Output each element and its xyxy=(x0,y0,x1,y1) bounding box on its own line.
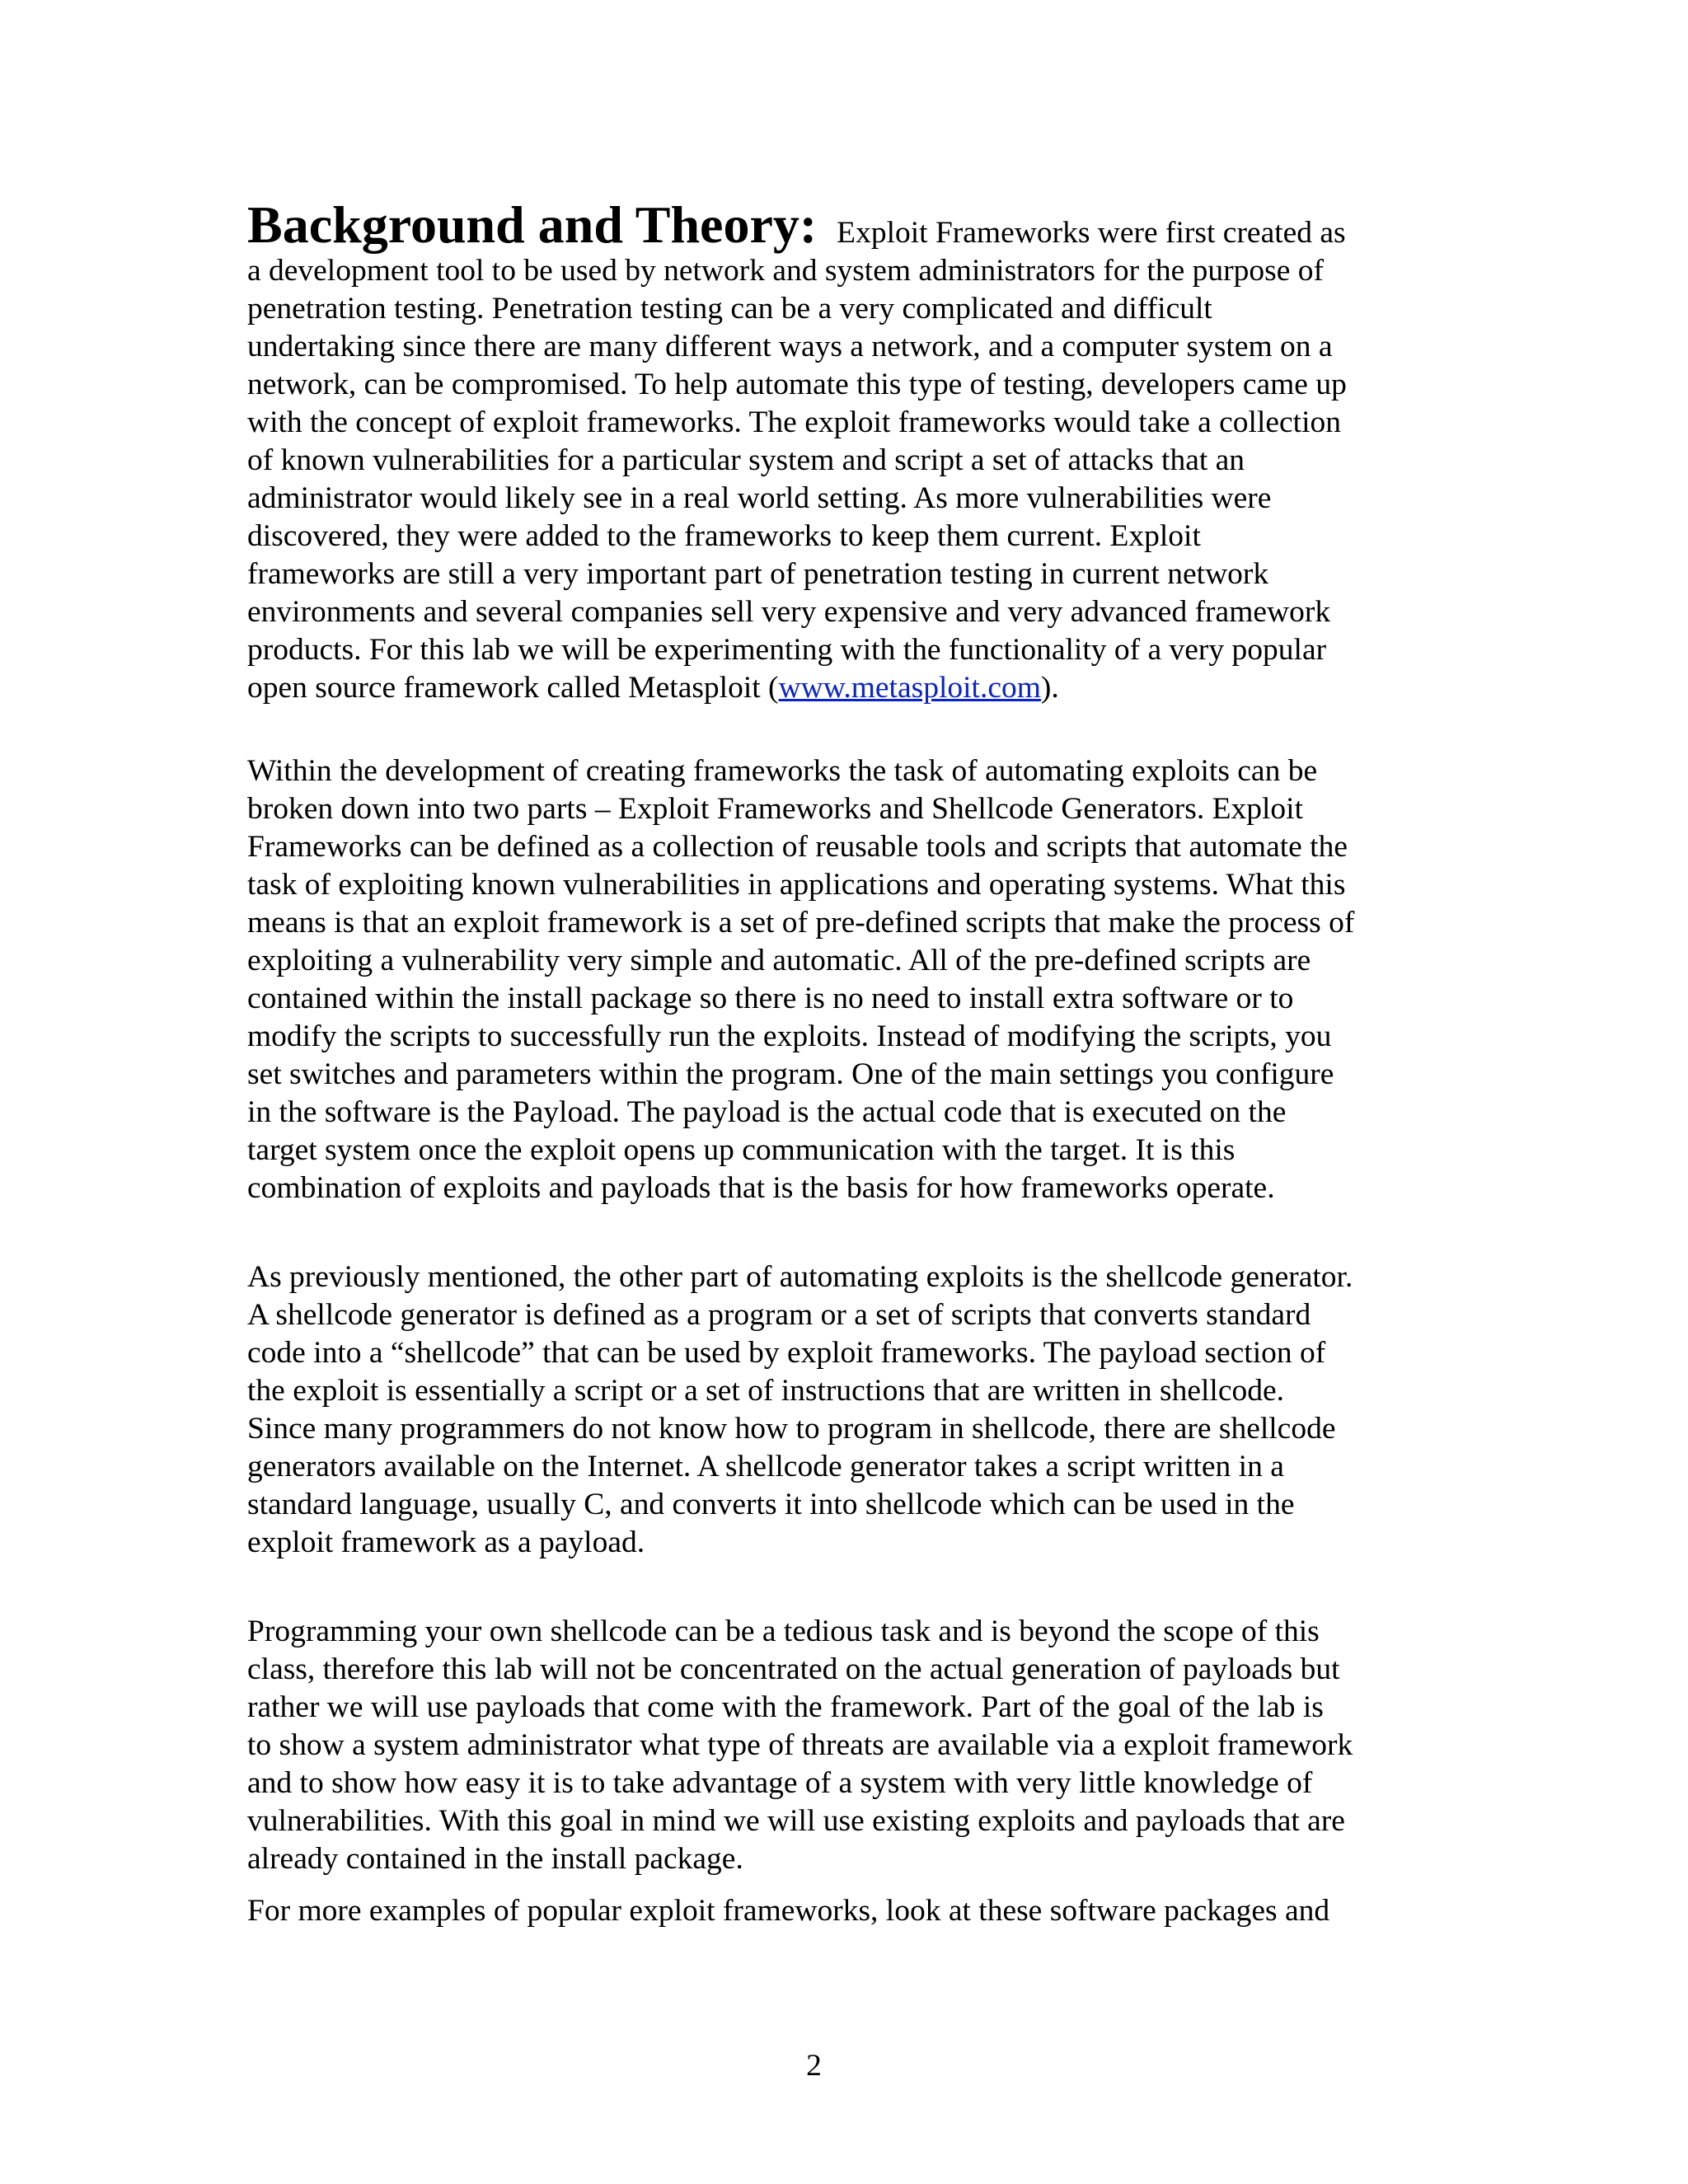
paragraph-programming-shellcode xyxy=(247,1613,1451,1878)
paragraph-line: generators available on the Internet. A shellcode generator takes a script written in a xyxy=(247,1450,1284,1483)
paragraph-line: of known vulnerabilities for a particular system and script a set of attacks that an xyxy=(247,443,1245,477)
paragraph-text: ). xyxy=(1040,671,1059,705)
paragraph-line: class, therefore this lab will not be concentrated on the actual generation of payloads but xyxy=(247,1652,1340,1686)
paragraph-line: penetration testing. Penetration testing can be a very complicated and difficult xyxy=(247,292,1212,326)
paragraph-line: with the concept of exploit frameworks. The exploit frameworks would take a collection xyxy=(247,405,1342,439)
paragraph-line: For more examples of popular exploit frameworks, look at these software packages and xyxy=(247,1894,1330,1928)
paragraph-line: Frameworks can be defined as a collection of reusable tools and scripts that automate the xyxy=(247,830,1348,864)
paragraph-line: Within the development of creating frameworks the task of automating exploits can be xyxy=(247,754,1318,788)
paragraph-line: and to show how easy it is to take advantage of a system with very little knowledge of xyxy=(247,1766,1313,1800)
paragraph-line: combination of exploits and payloads that is the basis for how frameworks operate. xyxy=(247,1171,1275,1205)
paragraph-more-examples xyxy=(247,1892,1451,1930)
paragraph-line: broken down into two parts – Exploit Frameworks and Shellcode Generators. Exploit xyxy=(247,792,1304,826)
paragraph-line: rather we will use payloads that come with the framework. Part of the goal of the lab is xyxy=(247,1690,1324,1724)
paragraph-line: task of exploiting known vulnerabilities in applications and operating systems. What this xyxy=(247,868,1346,902)
paragraph-line: to show a system administrator what type of threats are available via a exploit framework xyxy=(247,1728,1353,1762)
paragraph-frameworks xyxy=(247,752,1451,1207)
paragraph-line: administrator would likely see in a real world setting. As more vulnerabilities were xyxy=(247,481,1272,515)
paragraph-line: vulnerabilities. With this goal in mind we will use existing exploits and payloads that are xyxy=(247,1804,1345,1838)
paragraph-line: network, can be compromised. To help automate this type of testing, developers came up xyxy=(247,368,1347,401)
paragraph-line: in the software is the Payload. The payload is the actual code that is executed on the xyxy=(247,1095,1287,1129)
paragraph-line: a development tool to be used by network and system administrators for the purpose of xyxy=(247,254,1324,288)
paragraph-line: exploit framework as a payload. xyxy=(247,1526,645,1559)
paragraph-line: discovered, they were added to the frameworks to keep them current. Exploit xyxy=(247,519,1201,553)
paragraph-line: code into a “shellcode” that can be used by exploit frameworks. The payload section of xyxy=(247,1336,1326,1370)
paragraph-line: products. For this lab we will be experimenting with the functionality of a very popular xyxy=(247,633,1327,667)
paragraph-line: exploiting a vulnerability very simple and automatic. All of the pre-defined scripts are xyxy=(247,944,1311,977)
paragraph-line: As previously mentioned, the other part of automating exploits is the shellcode generator. xyxy=(247,1260,1353,1294)
paragraph-line: already contained in the install package. xyxy=(247,1842,743,1876)
paragraph-background-theory xyxy=(247,195,1451,707)
paragraph-line xyxy=(247,669,1451,707)
paragraph-line: Programming your own shellcode can be a tedious task and is beyond the scope of this xyxy=(247,1615,1320,1648)
paragraph-line: modify the scripts to successfully run the exploits. Instead of modifying the scripts, you xyxy=(247,1019,1332,1053)
paragraph-text: Exploit Frameworks were first created as xyxy=(837,216,1346,250)
page-number: 2 xyxy=(806,2049,822,2083)
paragraph-line: A shellcode generator is defined as a program or a set of scripts that converts standard xyxy=(247,1298,1311,1332)
paragraph-line: set switches and parameters within the program. One of the main settings you configure xyxy=(247,1057,1334,1091)
paragraph-line xyxy=(247,195,1451,254)
paragraph-line: undertaking since there are many different ways a network, and a computer system on a xyxy=(247,330,1333,363)
paragraph-shellcode-generator xyxy=(247,1258,1451,1562)
paragraph-line: frameworks are still a very important part of penetration testing in current network xyxy=(247,557,1269,591)
section-heading: Background and Theory: xyxy=(247,195,818,254)
paragraph-line: contained within the install package so there is no need to install extra software or to xyxy=(247,982,1294,1015)
paragraph-line: the exploit is essentially a script or a set of instructions that are written in shellcode. xyxy=(247,1374,1285,1408)
paragraph-line: environments and several companies sell very expensive and very advanced framework xyxy=(247,595,1331,629)
paragraph-text: open source framework called Metasploit ( xyxy=(247,671,779,705)
metasploit-link[interactable]: www.metasploit.com xyxy=(778,671,1041,705)
paragraph-line: means is that an exploit framework is a set of pre-defined scripts that make the process of xyxy=(247,906,1355,940)
paragraph-line: standard language, usually C, and converts it into shellcode which can be used in the xyxy=(247,1488,1295,1521)
paragraph-line: Since many programmers do not know how to program in shellcode, there are shellcode xyxy=(247,1412,1336,1446)
paragraph-line: target system once the exploit opens up communication with the target. It is this xyxy=(247,1133,1236,1167)
